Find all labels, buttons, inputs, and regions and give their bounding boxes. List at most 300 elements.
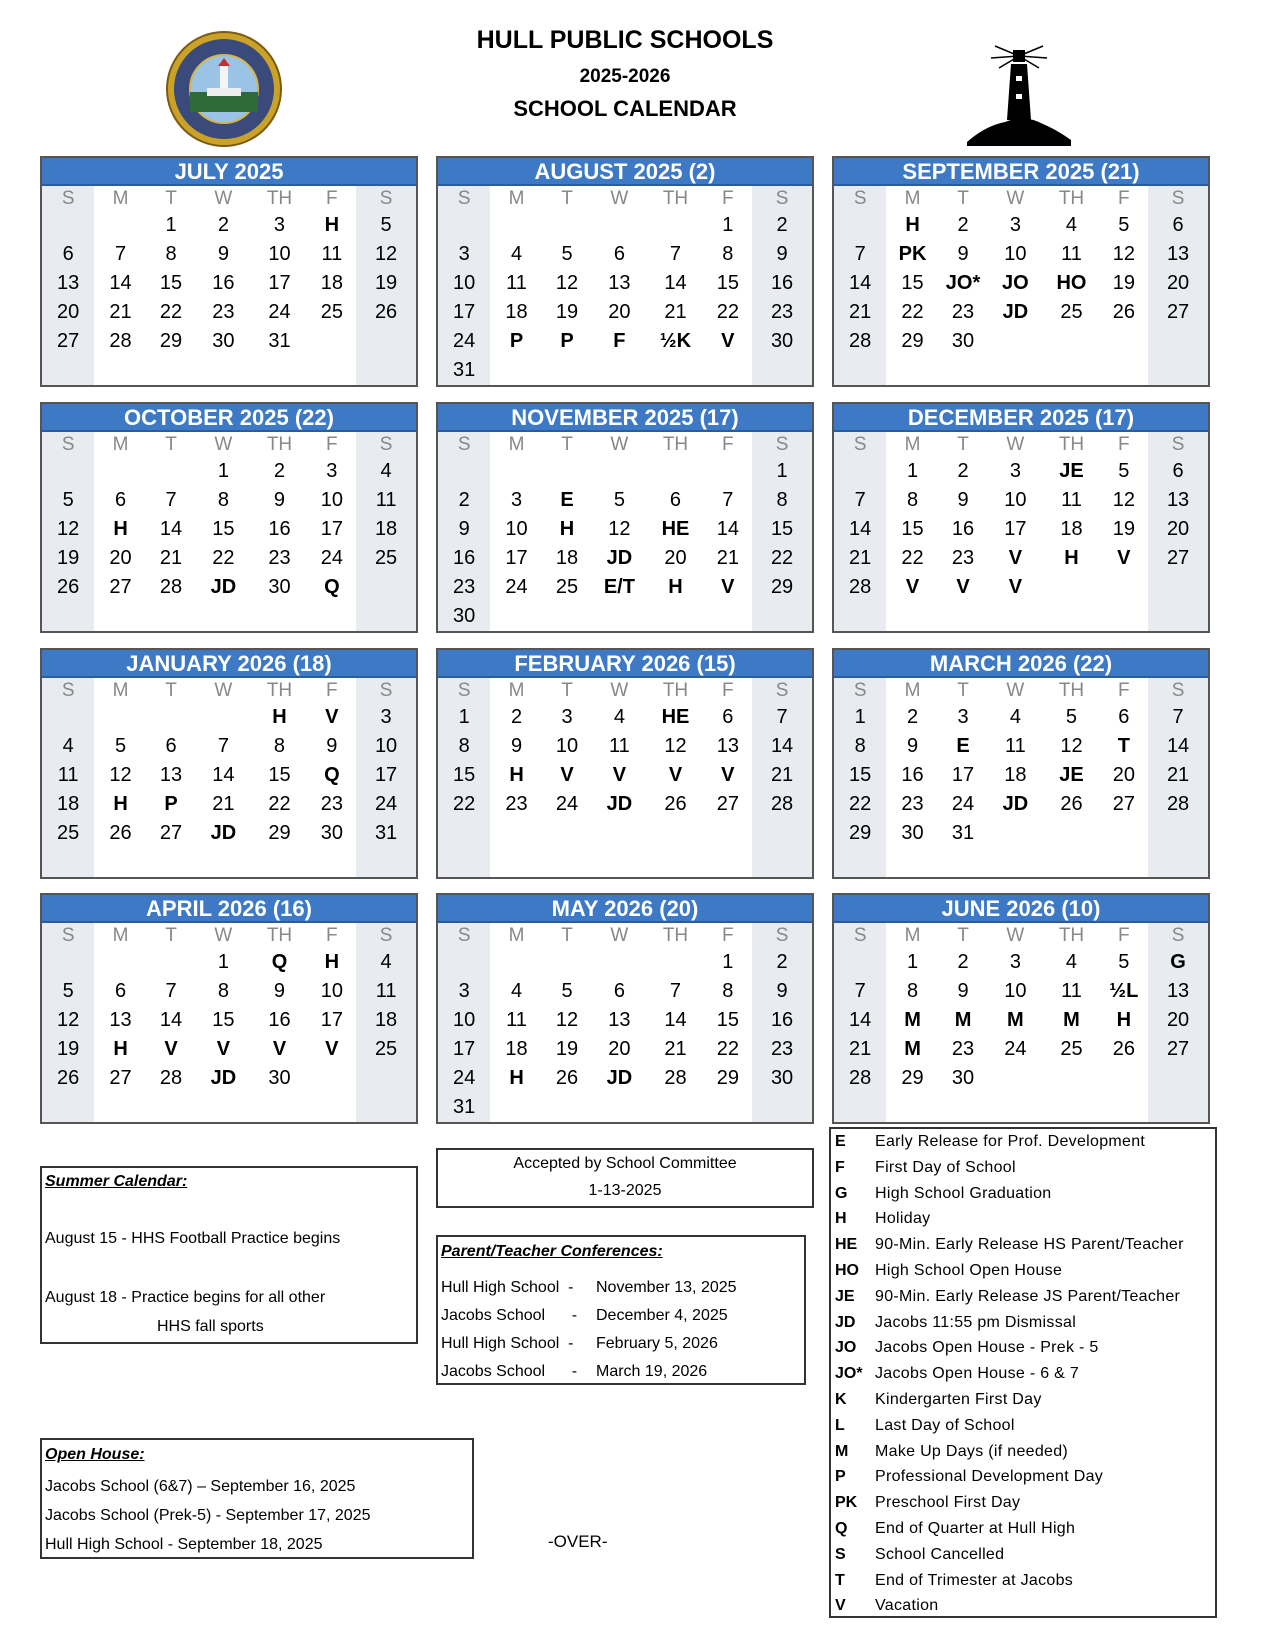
day-cell: 7 [722, 489, 734, 511]
day-cell [1043, 1064, 1099, 1093]
day-cell [356, 327, 416, 356]
day-cell [251, 356, 307, 385]
day-of-week-label: W [214, 188, 233, 209]
summer-heading: Summer Calendar: [45, 1173, 188, 1190]
day-cell: 9 [957, 243, 969, 265]
day-of-week-label: T [165, 680, 177, 701]
day-cell: 13 [716, 735, 739, 757]
day-cell [195, 848, 251, 877]
open-house-line-3: Hull High School - September 18, 2025 [45, 1536, 323, 1553]
day-of-week-label: F [722, 680, 734, 701]
day-cell: 4 [613, 706, 625, 728]
legend-code: PK [835, 1494, 858, 1512]
month-title: JULY 2025 [42, 158, 416, 186]
day-cell: 9 [906, 735, 919, 757]
day-cell: 22 [438, 790, 490, 819]
day-cell: H [1064, 547, 1079, 569]
day-cell: 21 [212, 793, 235, 815]
day-cell: 12 [42, 1006, 94, 1035]
day-cell: 26 [356, 298, 416, 327]
day-cell [591, 1093, 647, 1122]
day-cell: 17 [356, 761, 416, 790]
day-of-week-label: S [42, 678, 94, 703]
day-cell [834, 948, 886, 977]
day-cell: 20 [1148, 515, 1208, 544]
day-cell: 19 [42, 544, 94, 573]
day-cell: 2 [273, 460, 286, 482]
day-cell: 30 [268, 576, 291, 598]
day-cell [834, 602, 886, 631]
day-cell: 13 [608, 272, 631, 294]
day-cell: 12 [664, 735, 687, 757]
day-cell: H [509, 764, 524, 786]
day-cell: 9 [752, 977, 812, 1006]
day-of-week-label: TH [266, 925, 293, 946]
day-of-week-row [42, 678, 416, 703]
legend-code: G [835, 1184, 848, 1202]
day-cell: HE [661, 706, 690, 728]
month-days-grid [42, 948, 416, 1122]
day-cell: 11 [356, 486, 416, 515]
day-cell: 16 [438, 544, 490, 573]
day-of-week-label: S [356, 678, 416, 703]
day-cell: 11 [506, 272, 527, 294]
day-of-week-row [834, 432, 1208, 457]
day-of-week-label: S [42, 186, 94, 211]
day-of-week-label: M [112, 925, 129, 946]
day-cell: 30 [951, 330, 975, 352]
day-cell [1148, 819, 1208, 848]
day-cell: 17 [320, 1009, 343, 1031]
day-of-week-label: F [1118, 434, 1130, 455]
day-cell [752, 602, 812, 631]
conferences-box [436, 1235, 806, 1385]
day-cell [42, 948, 94, 977]
day-cell: 2 [752, 211, 812, 240]
day-cell: 10 [268, 243, 291, 265]
day-of-week-label: W [610, 925, 629, 946]
day-cell: 8 [906, 489, 919, 511]
day-of-week-label: S [438, 678, 490, 703]
day-cell: 19 [555, 1038, 579, 1060]
day-of-week-label: M [904, 680, 921, 701]
day-cell: 4 [510, 980, 523, 1002]
day-cell: 25 [555, 576, 579, 598]
day-cell: 8 [722, 980, 734, 1002]
day-of-week-label: S [752, 186, 812, 211]
day-cell: 19 [1112, 272, 1135, 294]
day-cell: 15 [901, 272, 924, 294]
summer-line-3: HHS fall sports [157, 1318, 264, 1335]
day-of-week-label: W [214, 925, 233, 946]
day-cell: 7 [834, 486, 886, 515]
day-cell: 21 [109, 301, 132, 323]
month-days-grid [42, 211, 416, 385]
day-cell [987, 356, 1043, 385]
day-of-week-label: M [904, 188, 921, 209]
lighthouse-icon [965, 42, 1073, 150]
day-cell: 16 [212, 272, 235, 294]
day-of-week-label: W [610, 434, 629, 455]
day-of-week-label: S [356, 186, 416, 211]
day-cell: V [721, 576, 735, 598]
day-of-week-label: M [112, 680, 129, 701]
day-of-week-label: T [165, 434, 177, 455]
day-of-week-label: TH [1058, 188, 1085, 209]
day-cell: 28 [834, 1064, 886, 1093]
day-cell: G [1148, 948, 1208, 977]
day-of-week-label: S [1148, 678, 1208, 703]
day-cell [438, 211, 490, 240]
day-cell: 28 [834, 327, 886, 356]
month-days-grid [42, 703, 416, 877]
day-cell: 27 [716, 793, 739, 815]
day-cell: 15 [716, 1009, 739, 1031]
day-cell [543, 1093, 592, 1122]
day-of-week-label: T [957, 925, 969, 946]
day-cell: H [668, 576, 683, 598]
day-cell: 11 [506, 1009, 527, 1031]
day-cell: 22 [834, 790, 886, 819]
school-year: 2025-2026 [579, 66, 671, 87]
day-cell: 29 [901, 330, 924, 352]
day-cell: 17 [438, 1035, 490, 1064]
day-cell [438, 457, 490, 486]
day-cell: 23 [901, 793, 924, 815]
day-cell [704, 602, 753, 631]
day-cell [1148, 1064, 1208, 1093]
day-cell: 11 [321, 243, 343, 265]
day-cell: 22 [212, 547, 235, 569]
day-cell [987, 602, 1043, 631]
day-cell [490, 1093, 542, 1122]
day-cell: 28 [752, 790, 812, 819]
month-title: NOVEMBER 2025 (17) [438, 404, 812, 432]
day-cell: V [560, 764, 574, 786]
day-cell [1043, 1093, 1099, 1122]
day-cell: V [905, 576, 920, 598]
day-of-week-label: S [834, 923, 886, 948]
conference-date: December 4, 2025 [596, 1307, 728, 1324]
month-days-grid [438, 457, 812, 631]
day-cell [356, 1093, 416, 1122]
month-days-grid [438, 948, 812, 1122]
day-cell: 6 [42, 240, 94, 269]
day-cell: 25 [1060, 301, 1083, 323]
day-cell: 24 [555, 793, 579, 815]
day-cell [356, 848, 416, 877]
day-cell [1148, 356, 1208, 385]
day-of-week-label: F [722, 188, 734, 209]
month-title: AUGUST 2025 (2) [438, 158, 812, 186]
day-cell: 27 [109, 1067, 132, 1089]
day-cell: P [509, 330, 524, 352]
day-cell [147, 1093, 196, 1122]
day-cell [704, 356, 753, 385]
day-cell: 14 [834, 1006, 886, 1035]
day-of-week-label: W [610, 188, 629, 209]
day-of-week-label: T [957, 434, 969, 455]
day-cell: 11 [1061, 243, 1082, 265]
day-cell [591, 356, 647, 385]
day-cell [42, 703, 94, 732]
day-cell: 10 [1004, 489, 1027, 511]
day-cell [94, 848, 146, 877]
day-cell: T [1117, 735, 1130, 757]
day-cell: E [560, 489, 574, 511]
legend-text: Make Up Days (if needed) [875, 1442, 1069, 1460]
day-cell: P [164, 793, 178, 815]
day-cell: 6 [165, 735, 177, 757]
day-cell: 1 [834, 703, 886, 732]
day-cell [308, 356, 357, 385]
day-cell: M [904, 1038, 921, 1060]
day-cell: H [324, 214, 340, 236]
day-of-week-row [42, 432, 416, 457]
legend-code: JE [835, 1287, 855, 1305]
day-cell [886, 848, 938, 877]
day-cell [490, 211, 542, 240]
day-cell: 30 [901, 822, 924, 844]
day-cell [647, 356, 703, 385]
day-cell: 19 [42, 1035, 94, 1064]
day-cell: 27 [1148, 544, 1208, 573]
day-of-week-label: S [356, 923, 416, 948]
day-of-week-label: M [508, 925, 525, 946]
day-cell [647, 848, 703, 877]
day-of-week-label: S [1148, 432, 1208, 457]
day-of-week-label: M [904, 434, 921, 455]
day-cell [1043, 356, 1099, 385]
day-cell: 31 [356, 819, 416, 848]
day-cell [42, 356, 94, 385]
day-cell [490, 602, 542, 631]
day-cell: 3 [510, 489, 523, 511]
day-of-week-label: M [508, 434, 525, 455]
day-cell [94, 1093, 146, 1122]
day-cell [94, 457, 146, 486]
day-cell: 7 [834, 240, 886, 269]
town-of-hull-seal-icon [165, 30, 283, 148]
day-cell: 22 [159, 301, 183, 323]
day-cell: 20 [1112, 764, 1135, 786]
day-cell: 25 [356, 544, 416, 573]
day-cell: 9 [217, 243, 229, 265]
day-cell [752, 1093, 812, 1122]
day-cell [1148, 1093, 1208, 1122]
day-cell: V [325, 706, 339, 728]
day-cell: 5 [1118, 214, 1130, 236]
day-cell [251, 602, 307, 631]
day-cell: 15 [438, 761, 490, 790]
legend-text: Early Release for Prof. Development [875, 1133, 1146, 1150]
day-cell [1148, 327, 1208, 356]
month-days-grid [834, 457, 1208, 631]
day-cell: 11 [1005, 735, 1026, 757]
day-cell [147, 602, 196, 631]
day-of-week-label: T [165, 925, 177, 946]
day-cell: 11 [42, 761, 94, 790]
day-cell [834, 1093, 886, 1122]
day-of-week-label: S [42, 923, 94, 948]
legend-code: K [835, 1391, 847, 1408]
day-cell: 14 [664, 1009, 687, 1031]
summer-line-2: August 18 - Practice begins for all other [45, 1289, 326, 1306]
legend-text: 90-Min. Early Release HS Parent/Teacher [875, 1236, 1184, 1254]
summer-line-1: August 15 - HHS Football Practice begins [45, 1230, 341, 1247]
day-cell: 30 [438, 602, 490, 631]
day-cell: 5 [42, 486, 94, 515]
day-cell: 2 [906, 706, 919, 728]
accepted-date: 1-13-2025 [588, 1182, 662, 1199]
day-cell: 14 [212, 764, 235, 786]
day-cell: 23 [951, 1038, 975, 1060]
legend-text: Jacobs Open House - 6 & 7 [875, 1365, 1080, 1383]
day-cell: 27 [1148, 298, 1208, 327]
day-cell: 13 [42, 269, 94, 298]
day-cell: 23 [212, 301, 235, 323]
day-cell: 10 [438, 1006, 490, 1035]
day-cell: 11 [1061, 980, 1082, 1002]
day-cell: 27 [1148, 1035, 1208, 1064]
day-cell: M [1007, 1009, 1024, 1031]
day-cell [94, 356, 146, 385]
legend-text: Last Day of School [875, 1416, 1015, 1434]
day-cell [1043, 573, 1099, 602]
day-cell: 17 [505, 547, 528, 569]
day-cell: 22 [901, 547, 924, 569]
day-cell [251, 848, 307, 877]
day-cell: 24 [505, 576, 528, 598]
day-cell: 4 [42, 732, 94, 761]
day-of-week-label: W [214, 680, 233, 701]
day-cell [647, 1093, 703, 1122]
day-cell: 29 [834, 819, 886, 848]
day-cell: 4 [356, 457, 416, 486]
day-cell: JE [1059, 764, 1084, 786]
legend-code: L [835, 1416, 845, 1434]
day-cell: 13 [1148, 977, 1208, 1006]
day-cell: 14 [834, 515, 886, 544]
day-cell: 12 [1112, 243, 1135, 265]
day-cell [147, 948, 196, 977]
day-cell: 2 [217, 214, 229, 236]
legend-text: End of Quarter at Hull High [875, 1520, 1076, 1537]
day-cell: 27 [1112, 793, 1135, 815]
day-cell: H [905, 214, 920, 236]
day-cell: M [954, 1009, 972, 1031]
day-cell [939, 356, 988, 385]
day-cell: 8 [722, 243, 734, 265]
day-cell: 28 [664, 1067, 687, 1089]
day-of-week-label: TH [266, 434, 293, 455]
day-cell [704, 848, 753, 877]
day-cell [987, 1064, 1043, 1093]
day-of-week-label: S [752, 432, 812, 457]
day-cell: 25 [320, 301, 343, 323]
day-of-week-label: S [356, 432, 416, 457]
day-cell [543, 602, 592, 631]
day-of-week-label: S [438, 432, 490, 457]
day-of-week-label: S [752, 678, 812, 703]
day-cell: 16 [752, 269, 812, 298]
month-days-grid [438, 703, 812, 877]
day-cell: 28 [834, 573, 886, 602]
conference-date: March 19, 2026 [596, 1363, 708, 1380]
day-cell: 3 [561, 706, 573, 728]
day-cell: V [612, 764, 627, 786]
day-cell: V [668, 764, 683, 786]
day-cell [1100, 602, 1149, 631]
day-cell: 17 [438, 298, 490, 327]
day-cell: 22 [268, 793, 291, 815]
day-of-week-label: S [752, 923, 812, 948]
day-cell: 9 [438, 515, 490, 544]
day-of-week-label: S [1148, 923, 1208, 948]
legend-text: 90-Min. Early Release JS Parent/Teacher [875, 1287, 1181, 1305]
day-cell: 24 [438, 1064, 490, 1093]
legend-text: Holiday [875, 1210, 931, 1228]
day-cell [356, 356, 416, 385]
day-cell: 28 [109, 330, 132, 352]
month-days-grid [438, 211, 812, 385]
day-of-week-label: M [508, 188, 525, 209]
day-cell [647, 948, 703, 977]
month-6 [40, 648, 418, 879]
day-cell: 25 [42, 819, 94, 848]
day-cell: 7 [114, 243, 127, 265]
day-cell: 12 [1060, 735, 1083, 757]
day-cell: 18 [505, 301, 528, 323]
day-cell: 26 [1112, 1038, 1135, 1060]
school-name: HULL PUBLIC SCHOOLS [476, 26, 774, 54]
legend-text: Vacation [875, 1597, 939, 1615]
legend-code: S [835, 1545, 846, 1563]
legend-text: Jacobs 11:55 pm Dismissal [875, 1313, 1077, 1331]
day-cell: 6 [1118, 706, 1130, 728]
day-cell: 9 [957, 489, 969, 511]
day-of-week-label: W [214, 434, 233, 455]
day-of-week-label: S [834, 432, 886, 457]
day-of-week-row [42, 923, 416, 948]
open-house-box [40, 1438, 474, 1559]
day-cell: 2 [752, 948, 812, 977]
day-cell: 30 [268, 1067, 291, 1089]
day-cell: 29 [159, 330, 183, 352]
day-of-week-label: F [722, 434, 734, 455]
month-2 [832, 156, 1210, 387]
day-cell: 13 [109, 1009, 132, 1031]
day-of-week-label: S [438, 186, 490, 211]
day-cell: 5 [114, 735, 127, 757]
month-title: JANUARY 2026 (18) [42, 650, 416, 678]
day-cell: H [113, 1038, 128, 1060]
day-cell: 8 [906, 980, 919, 1002]
day-cell: 4 [356, 948, 416, 977]
day-cell: 3 [326, 460, 338, 482]
day-cell: V [216, 1038, 231, 1060]
day-of-week-label: T [561, 188, 573, 209]
day-of-week-label: W [1006, 680, 1025, 701]
day-cell: 13 [159, 764, 183, 786]
day-of-week-label: W [610, 680, 629, 701]
day-cell [195, 356, 251, 385]
day-cell [1148, 602, 1208, 631]
month-3 [40, 402, 418, 633]
day-cell: 30 [320, 822, 343, 844]
day-cell: M [1063, 1009, 1080, 1031]
day-cell: V [721, 764, 735, 786]
